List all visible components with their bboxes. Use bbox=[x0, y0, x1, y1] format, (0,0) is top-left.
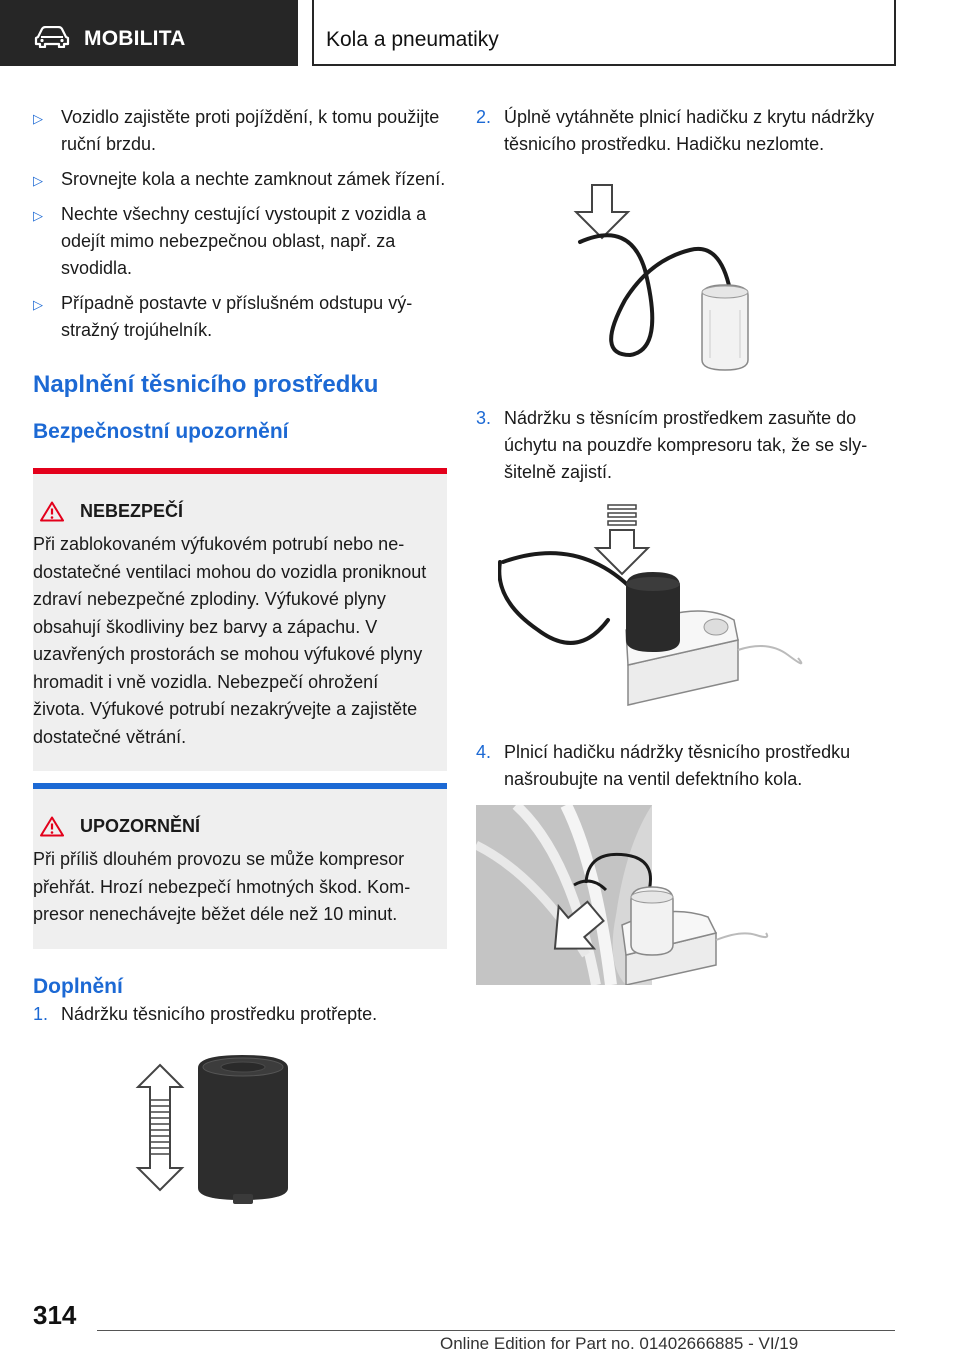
header-section-tab bbox=[0, 0, 298, 66]
bullet-triangle-icon: ▷ bbox=[33, 297, 43, 312]
bullet-triangle-icon: ▷ bbox=[33, 208, 43, 223]
list-item: ▷ Vozidlo zajistěte proti pojíždění, k tomu použijte ruční brzdu. bbox=[33, 107, 440, 154]
warning-triangle-icon bbox=[40, 501, 64, 522]
list-item: 1. Nádržku těsnicího prostředku protřepte. bbox=[33, 1003, 378, 1024]
bullet-triangle-icon: ▷ bbox=[33, 111, 43, 126]
section-heading: Naplnění těsnicího prostředku bbox=[33, 371, 379, 398]
pull-hose-illustration bbox=[570, 180, 770, 380]
list-item: ▷ Srovnejte kola a nechte zamknout zámek řízení. bbox=[33, 166, 447, 193]
danger-text: Při zablokovaném výfukovém potrubí nebo nedostatečné ventilaci mohou do vozidla proniknout zdraví nebezpečné zplodiny. Výfukové plyny obsahují škodliviny bez barvy a zápachu. V uzavřených prostorách se mohou výfukové plyny hromadit i vně vozidla. Nebezpečí ohrožení života. Výfukové potrubí nezakrývejte a zajistěte dostatečné větrání. bbox=[33, 534, 427, 747]
edition-note: Online Edition for Part no. 01402666885 - VI/19 bbox=[440, 1334, 799, 1353]
list-item: ▷ Případně postavte v příslušném odstupu výstražný trojúhelník. bbox=[33, 293, 413, 340]
shake-bottle-illustration bbox=[130, 1050, 300, 1210]
insert-bottle-illustration bbox=[498, 500, 818, 720]
car-icon bbox=[34, 26, 70, 48]
header-section-title: MOBILITA bbox=[84, 27, 186, 50]
header-chapter-title: Kola a pneumatiky bbox=[326, 28, 499, 51]
left-column bbox=[33, 104, 447, 1028]
connect-valve-illustration bbox=[476, 805, 776, 985]
danger-title: NEBEZPEČÍ bbox=[80, 501, 184, 521]
list-item: ▷ Nechte všechny cestující vystoupit z vozidla a odejít mimo nebezpečnou oblast, např. za svodidla. bbox=[33, 204, 427, 278]
list-item: 4. Plnicí hadičku nádržky těsnicího prostředku našroubujte na ventil defektního kola. bbox=[476, 742, 851, 789]
caution-text: Při příliš dlouhém provozu se může kompresor přehřát. Hrozí nebezpečí hmotných škod. Kompresor nenechávejte běžet déle než 10 minut. bbox=[33, 849, 411, 924]
caution-title: UPOZORNĚNÍ bbox=[80, 816, 201, 836]
footer-divider bbox=[97, 1330, 895, 1331]
step-list-left bbox=[33, 1001, 447, 1028]
caution-box bbox=[33, 783, 447, 949]
warning-triangle-icon bbox=[40, 816, 64, 837]
bullet-triangle-icon: ▷ bbox=[33, 173, 43, 188]
list-item: 2. Úplně vytáhněte plnicí hadičku z krytu nádržky těsnicího prostředku. Hadičku nezlomte. bbox=[476, 107, 875, 154]
danger-box bbox=[33, 468, 447, 771]
refill-subheading: Doplnění bbox=[33, 974, 123, 998]
header-chapter-box bbox=[312, 0, 896, 66]
page-number: 314 bbox=[33, 1300, 77, 1330]
list-item: 3. Nádržku s těsnícím prostředkem zasuňte do úchytu na pouzdře kompresoru tak, že se slyšitelně zajistí. bbox=[476, 408, 868, 482]
precaution-list bbox=[33, 104, 447, 344]
safety-subheading: Bezpečnostní upozornění bbox=[33, 420, 289, 443]
